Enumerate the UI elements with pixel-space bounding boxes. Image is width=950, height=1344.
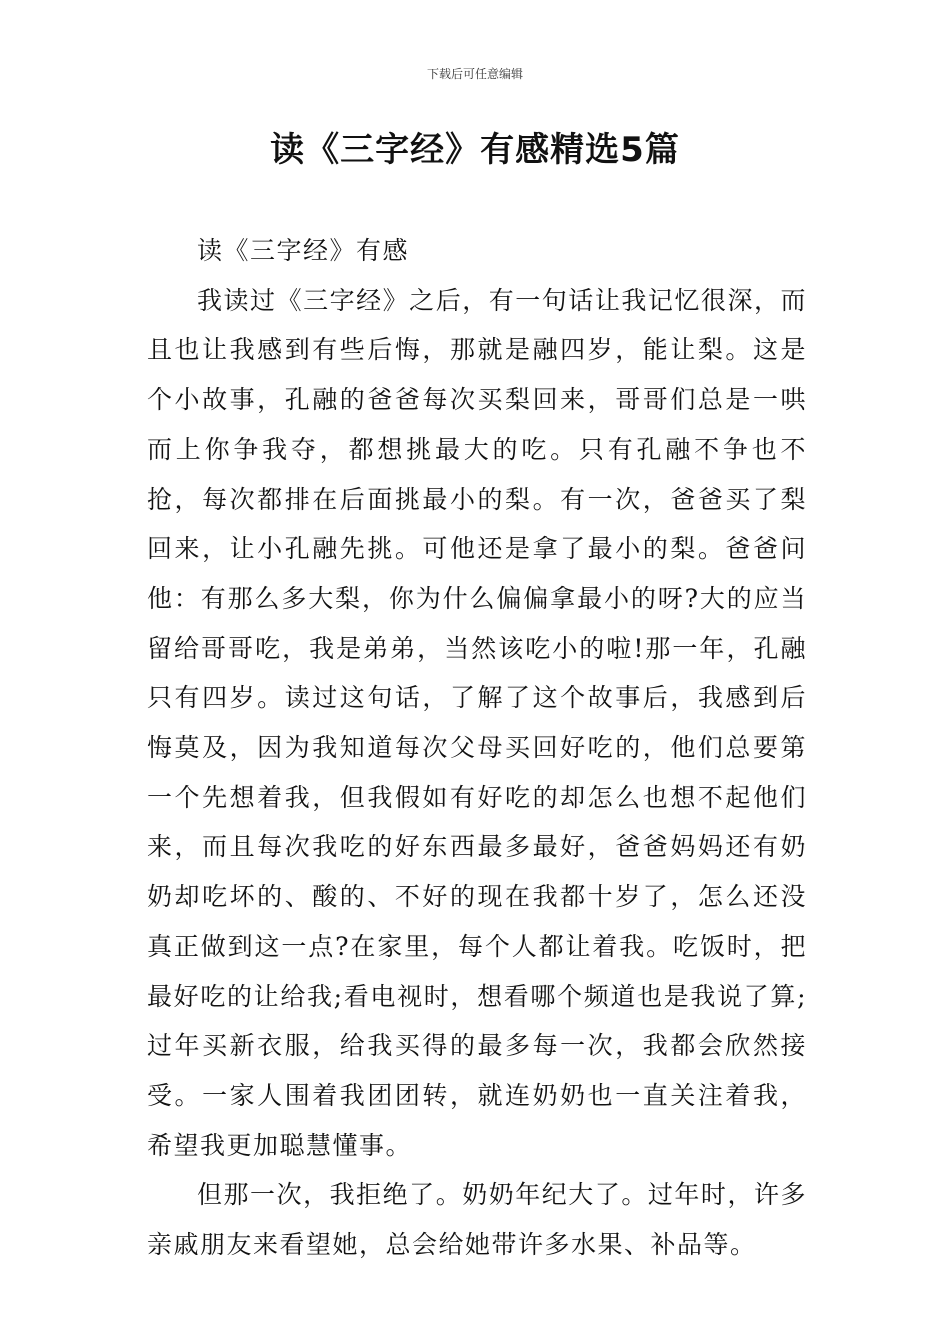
header-note: 下载后可任意编辑 <box>426 67 523 81</box>
paragraph: 但那一次，我拒绝了。奶奶年纪大了。过年时，许多亲戚朋友来看望她，总会给她带许多水果、补品等。 <box>147 1180 807 1260</box>
section-title: 读《三字经》有感 <box>197 236 410 265</box>
paragraph: 我读过《三字经》之后，有一句话让我记忆很深，而且也让我感到有些后悔，那就是融四岁，能让梨。这是个小故事，孔融的爸爸每次买梨回来，哥哥们总是一哄而上你争我夺，都想挑最大的吃。只有孔融不争也不抢，每次都排在后面挑最小的梨。有一次，爸爸买了梨回来，让小孔融先挑。可他还是拿了最小的梨。爸爸问他：有那么多大梨，你为什么偏偏拿最小的呀?大的应当留给哥哥吃，我是弟弟，当然该吃小的啦!那一年，孔融只有四岁。读过这句话，了解了这个故事后，我感到后悔莫及，因为我知道每次父母买回好吃的，他们总要第一个先想着我，但我假如有好吃的却怎么也想不起他们来，而且每次我吃的好东西最多最好，爸爸妈妈还有奶奶却吃坏的、酸的、不好的现在我都十岁了，怎么还没真正做到这一点?在家里，每个人都让着我。吃饭时，把最好吃的让给我;看电视时，想看哪个频道也是我说了算;过年买新衣服，给我买得的最多每一次，我都会欣然接受。一家人围着我团团转，就连奶奶也一直关注着我，希望我更加聪慧懂事。 <box>147 285 807 1160</box>
document-title: 读《三字经》有感精选5篇 <box>270 130 680 170</box>
document-body <box>147 226 807 1270</box>
